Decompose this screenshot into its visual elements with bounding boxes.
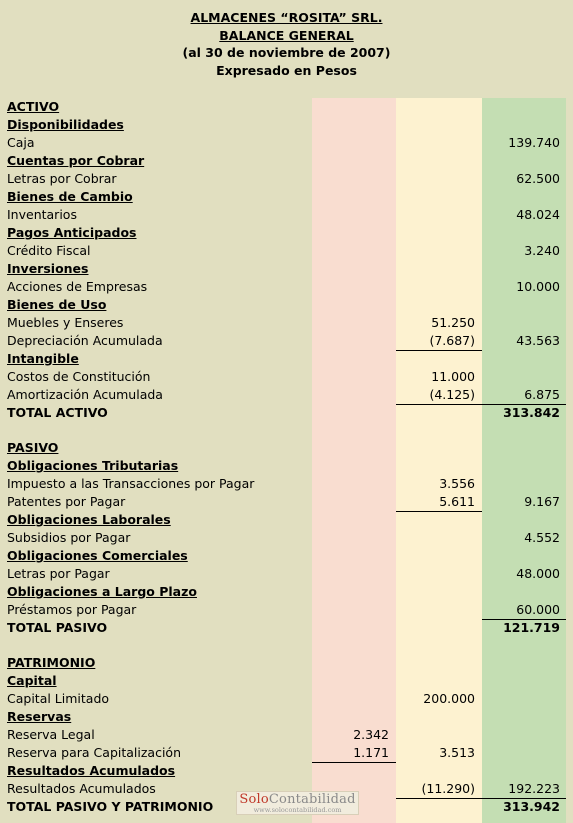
table-row	[0, 708, 573, 726]
balance-sheet-table	[0, 98, 573, 816]
amount-column-3: 3.240	[524, 243, 560, 258]
table-row	[0, 583, 573, 601]
amount-column-3: 192.223	[482, 780, 566, 799]
amount-column-3: 4.552	[524, 530, 560, 545]
watermark-brand-b: Contabilidad	[268, 792, 356, 807]
amount-column-2: (4.125)	[396, 386, 482, 405]
table-row	[0, 152, 573, 170]
account-label: Reserva para Capitalización	[7, 745, 181, 760]
table-row	[0, 116, 573, 134]
statement-title: BALANCE GENERAL	[219, 27, 354, 43]
table-row	[0, 350, 573, 368]
table-row	[0, 278, 573, 296]
table-row	[0, 601, 573, 619]
table-row	[0, 296, 573, 314]
account-label: Letras por Cobrar	[7, 171, 117, 186]
table-row	[0, 206, 573, 224]
amount-column-3: 43.563	[516, 333, 560, 348]
account-label: Resultados Acumulados	[7, 781, 156, 796]
table-row	[0, 188, 573, 206]
solocontabilidad-watermark	[236, 791, 359, 815]
amount-column-3: 6.875	[482, 386, 566, 405]
table-row	[0, 170, 573, 188]
section-heading: Cuentas por Cobrar	[7, 153, 145, 168]
section-heading: Resultados Acumulados	[7, 763, 176, 778]
company-name: ALMACENES “ROSITA” SRL.	[190, 10, 383, 25]
account-label: Patentes por Pagar	[7, 494, 126, 509]
amount-column-2: 5.611	[396, 493, 482, 512]
table-row	[0, 565, 573, 583]
watermark-site: www.solocontabilidad.com	[253, 806, 342, 814]
table-row	[0, 547, 573, 565]
amount-column-2: 11.000	[431, 369, 475, 384]
table-row	[0, 654, 573, 672]
table-row	[0, 726, 573, 744]
account-label: Préstamos por Pagar	[7, 602, 137, 617]
account-label: Inventarios	[7, 207, 77, 222]
table-row	[0, 224, 573, 242]
statement-date: (al 30 de noviembre de 2007)	[182, 45, 391, 60]
table-row	[0, 493, 573, 511]
spacer-row	[0, 637, 573, 654]
account-label: Costos de Constitución	[7, 369, 151, 384]
account-label: Subsidios por Pagar	[7, 530, 131, 545]
amount-column-3: 139.740	[508, 135, 560, 150]
amount-column-3: 60.000	[482, 601, 566, 620]
account-label: Crédito Fiscal	[7, 243, 91, 258]
amount-column-2: 3.556	[439, 476, 475, 491]
table-row	[0, 386, 573, 404]
account-label: Acciones de Empresas	[7, 279, 148, 294]
amount-column-3: 48.000	[516, 566, 560, 581]
statement-currency: Expresado en Pesos	[216, 62, 357, 78]
account-label: Reserva Legal	[7, 727, 95, 742]
section-heading: Bienes de Cambio	[7, 189, 133, 204]
section-heading: Bienes de Uso	[7, 297, 107, 312]
section-heading: Obligaciones Laborales	[7, 512, 171, 527]
total-label: TOTAL ACTIVO	[7, 405, 108, 420]
table-row	[0, 404, 573, 422]
amount-column-3: 48.024	[516, 207, 560, 222]
amount-column-3: 121.719	[503, 620, 560, 635]
table-row	[0, 762, 573, 780]
amount-column-2: 200.000	[423, 691, 475, 706]
amount-column-3: 10.000	[516, 279, 560, 294]
section-heading: Obligaciones a Largo Plazo	[7, 584, 197, 599]
account-label: Muebles y Enseres	[7, 315, 124, 330]
table-row	[0, 314, 573, 332]
table-row	[0, 672, 573, 690]
amount-column-3: 62.500	[516, 171, 560, 186]
section-heading: Obligaciones Comerciales	[7, 548, 188, 563]
table-row	[0, 260, 573, 278]
table-row	[0, 134, 573, 152]
document-header	[0, 0, 573, 79]
account-label: Depreciación Acumulada	[7, 333, 163, 348]
account-label: Letras por Pagar	[7, 566, 110, 581]
table-row	[0, 475, 573, 493]
table-row	[0, 690, 573, 708]
total-label: TOTAL PASIVO	[7, 620, 108, 635]
total-label: TOTAL PASIVO Y PATRIMONIO	[7, 799, 214, 814]
amount-column-3: 313.942	[503, 799, 560, 814]
amount-column-2: (7.687)	[396, 332, 482, 351]
table-row	[0, 744, 573, 762]
section-heading: Obligaciones Tributarias	[7, 458, 179, 473]
table-row	[0, 98, 573, 116]
amount-column-1: 2.342	[353, 727, 389, 742]
amount-column-3: 313.842	[503, 405, 560, 420]
watermark-brand-a: Solo	[239, 792, 269, 807]
spacer-row	[0, 422, 573, 439]
table-row	[0, 511, 573, 529]
account-label: Caja	[7, 135, 35, 150]
section-heading: PASIVO	[7, 440, 59, 455]
section-heading: Inversiones	[7, 261, 89, 276]
section-heading: Disponibilidades	[7, 117, 124, 132]
account-label: Amortización Acumulada	[7, 387, 163, 402]
account-label: Capital Limitado	[7, 691, 110, 706]
table-row	[0, 242, 573, 260]
section-heading: PATRIMONIO	[7, 655, 96, 670]
account-label: Impuesto a las Transacciones por Pagar	[7, 476, 255, 491]
table-row	[0, 332, 573, 350]
amount-column-3: 9.167	[524, 494, 560, 509]
amount-column-2: 3.513	[439, 745, 475, 760]
table-row	[0, 619, 573, 637]
table-row	[0, 439, 573, 457]
table-row	[0, 457, 573, 475]
section-heading: Intangible	[7, 351, 79, 366]
amount-column-2: (11.290)	[396, 780, 482, 799]
section-heading: ACTIVO	[7, 99, 60, 114]
section-heading: Capital	[7, 673, 57, 688]
amount-column-2: 51.250	[431, 315, 475, 330]
table-row	[0, 529, 573, 547]
section-heading: Reservas	[7, 709, 72, 724]
table-row	[0, 368, 573, 386]
amount-column-1: 1.171	[312, 744, 396, 763]
section-heading: Pagos Anticipados	[7, 225, 137, 240]
